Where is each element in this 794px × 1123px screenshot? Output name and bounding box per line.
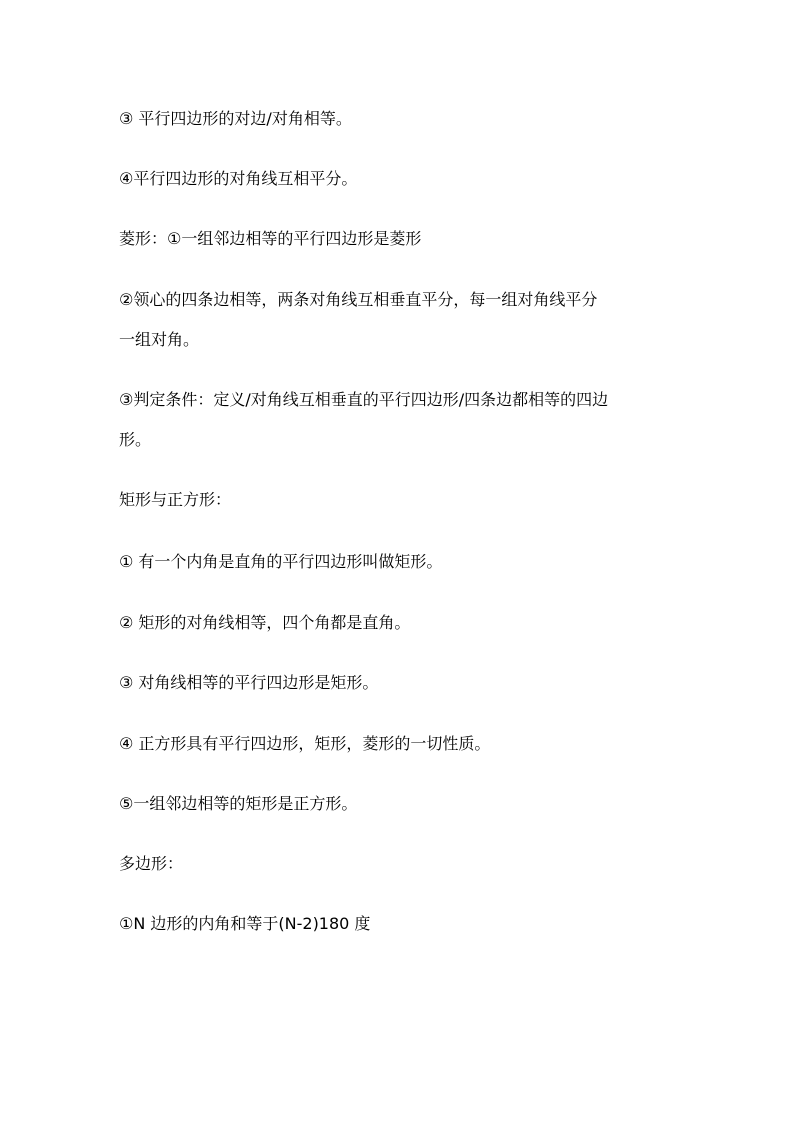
square-property-5: ⑤一组邻边相等的矩形是正方形。 (119, 794, 358, 813)
rhombus-property-line-1: ②领心的四条边相等，两条对角线互相垂直平分，每一组对角线平分 (119, 290, 598, 309)
parallelogram-property-4: ④平行四边形的对角线互相平分。 (119, 169, 358, 188)
square-property-4: ④ 正方形具有平行四边形，矩形，菱形的一切性质。 (119, 734, 491, 753)
polygon-property-1: ①N 边形的内角和等于(N-2)180 度 (119, 914, 371, 933)
rhombus-criteria-line-1: ③判定条件：定义/对角线互相垂直的平行四边形/四条边都相等的四边 (119, 390, 609, 409)
rhombus-definition: 菱形：①一组邻边相等的平行四边形是菱形 (119, 229, 422, 248)
polygon-heading: 多边形： (119, 854, 184, 873)
rectangle-property-3: ③ 对角线相等的平行四边形是矩形。 (119, 673, 379, 692)
parallelogram-property-3: ③ 平行四边形的对边/对角相等。 (119, 109, 352, 128)
rectangle-square-heading: 矩形与正方形： (119, 490, 232, 509)
rhombus-criteria-line-2: 形。 (119, 430, 152, 449)
rectangle-property-2: ② 矩形的对角线相等，四个角都是直角。 (119, 613, 411, 632)
rhombus-property-line-2: 一组对角。 (119, 330, 200, 349)
rectangle-property-1: ① 有一个内角是直角的平行四边形叫做矩形。 (119, 552, 443, 571)
